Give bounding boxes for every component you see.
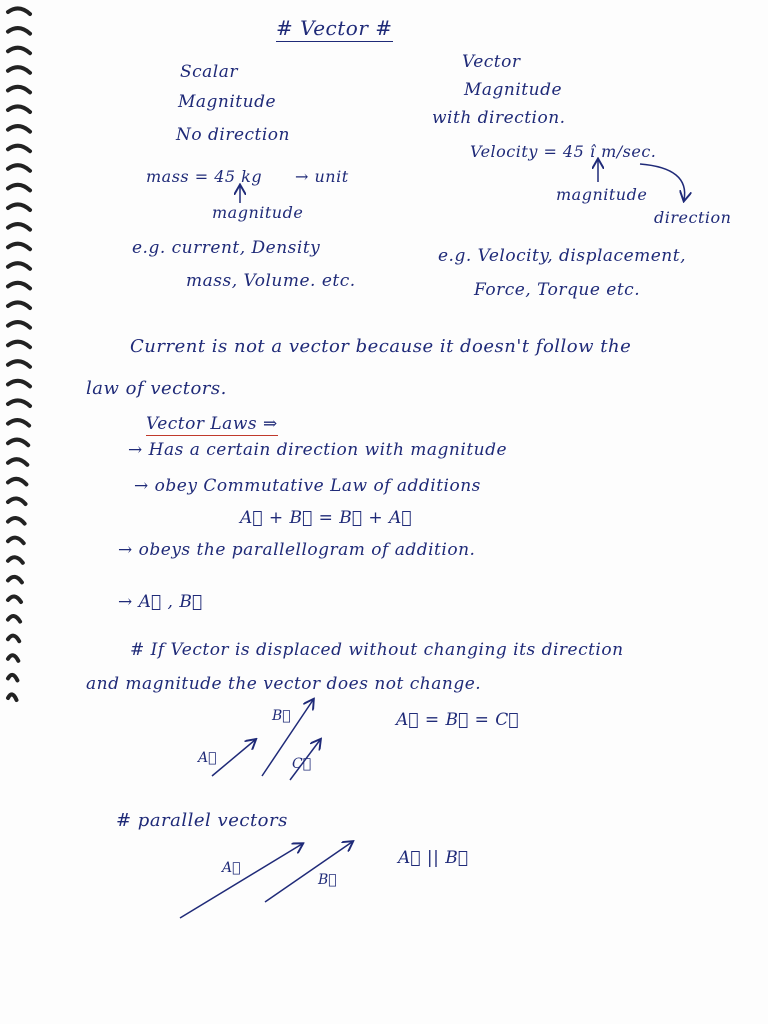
vector-heading: Vector [462, 52, 521, 72]
vector-law-item: → A⃗ , B⃗ [118, 592, 203, 612]
curved-arrow-icon [640, 164, 685, 200]
parallel-label-a: A⃗ [222, 860, 242, 876]
displaced-note-line1: # If Vector is displaced without changing its direction [130, 640, 624, 660]
vector-c-arrow [290, 740, 320, 780]
scalar-no-direction: No direction [176, 125, 290, 145]
label-vector-a: A⃗ [198, 750, 218, 766]
scalar-examples-2: mass, Volume. etc. [186, 271, 356, 291]
scalar-unit-note: → unit [295, 167, 349, 186]
scalar-heading: Scalar [180, 62, 239, 82]
vector-example: Velocity = 45 î m/sec. [470, 142, 657, 161]
label-vector-b: B⃗ [272, 708, 292, 724]
vector-magnitude: Magnitude [464, 80, 563, 100]
displaced-equation: A⃗ = B⃗ = C⃗ [396, 710, 519, 730]
vector-b-arrow [262, 700, 313, 776]
parallel-vector-a-arrow [180, 844, 302, 918]
current-note-line2: law of vectors. [86, 378, 227, 399]
scalar-examples-1: e.g. current, Density [132, 238, 321, 258]
vector-direction-note: direction [654, 208, 732, 227]
parallel-heading: # parallel vectors [116, 810, 288, 831]
vector-law-item: → obeys the parallellogram of addition. [118, 540, 476, 560]
vector-examples-2: Force, Torque etc. [474, 280, 641, 300]
parallel-equation: A⃗ || B⃗ [398, 848, 469, 868]
page-title: # Vector # [276, 16, 393, 40]
current-note-line1: Current is not a vector because it doesn't follow the [130, 336, 632, 357]
vector-with-direction: with direction. [432, 108, 566, 128]
vector-examples-1: e.g. Velocity, displacement, [438, 246, 686, 266]
displaced-note-line2: and magnitude the vector does not change. [86, 674, 482, 694]
scalar-example: mass = 45 kg [146, 167, 263, 186]
scalar-magnitude: Magnitude [178, 92, 277, 112]
parallel-label-b: B⃗ [318, 872, 338, 888]
label-vector-c: C⃗ [292, 756, 312, 772]
vector-magnitude-note: magnitude [556, 185, 648, 204]
commutative-equation: A⃗ + B⃗ = B⃗ + A⃗ [240, 508, 413, 528]
parallel-vector-b-arrow [265, 842, 352, 902]
vector-laws-heading: Vector Laws ⇒ [146, 414, 278, 434]
scalar-magnitude-note: magnitude [212, 203, 304, 222]
vector-a-arrow [212, 740, 255, 776]
vector-law-item: → obey Commutative Law of additions [134, 476, 481, 496]
vector-law-item: → Has a certain direction with magnitude [128, 440, 508, 460]
